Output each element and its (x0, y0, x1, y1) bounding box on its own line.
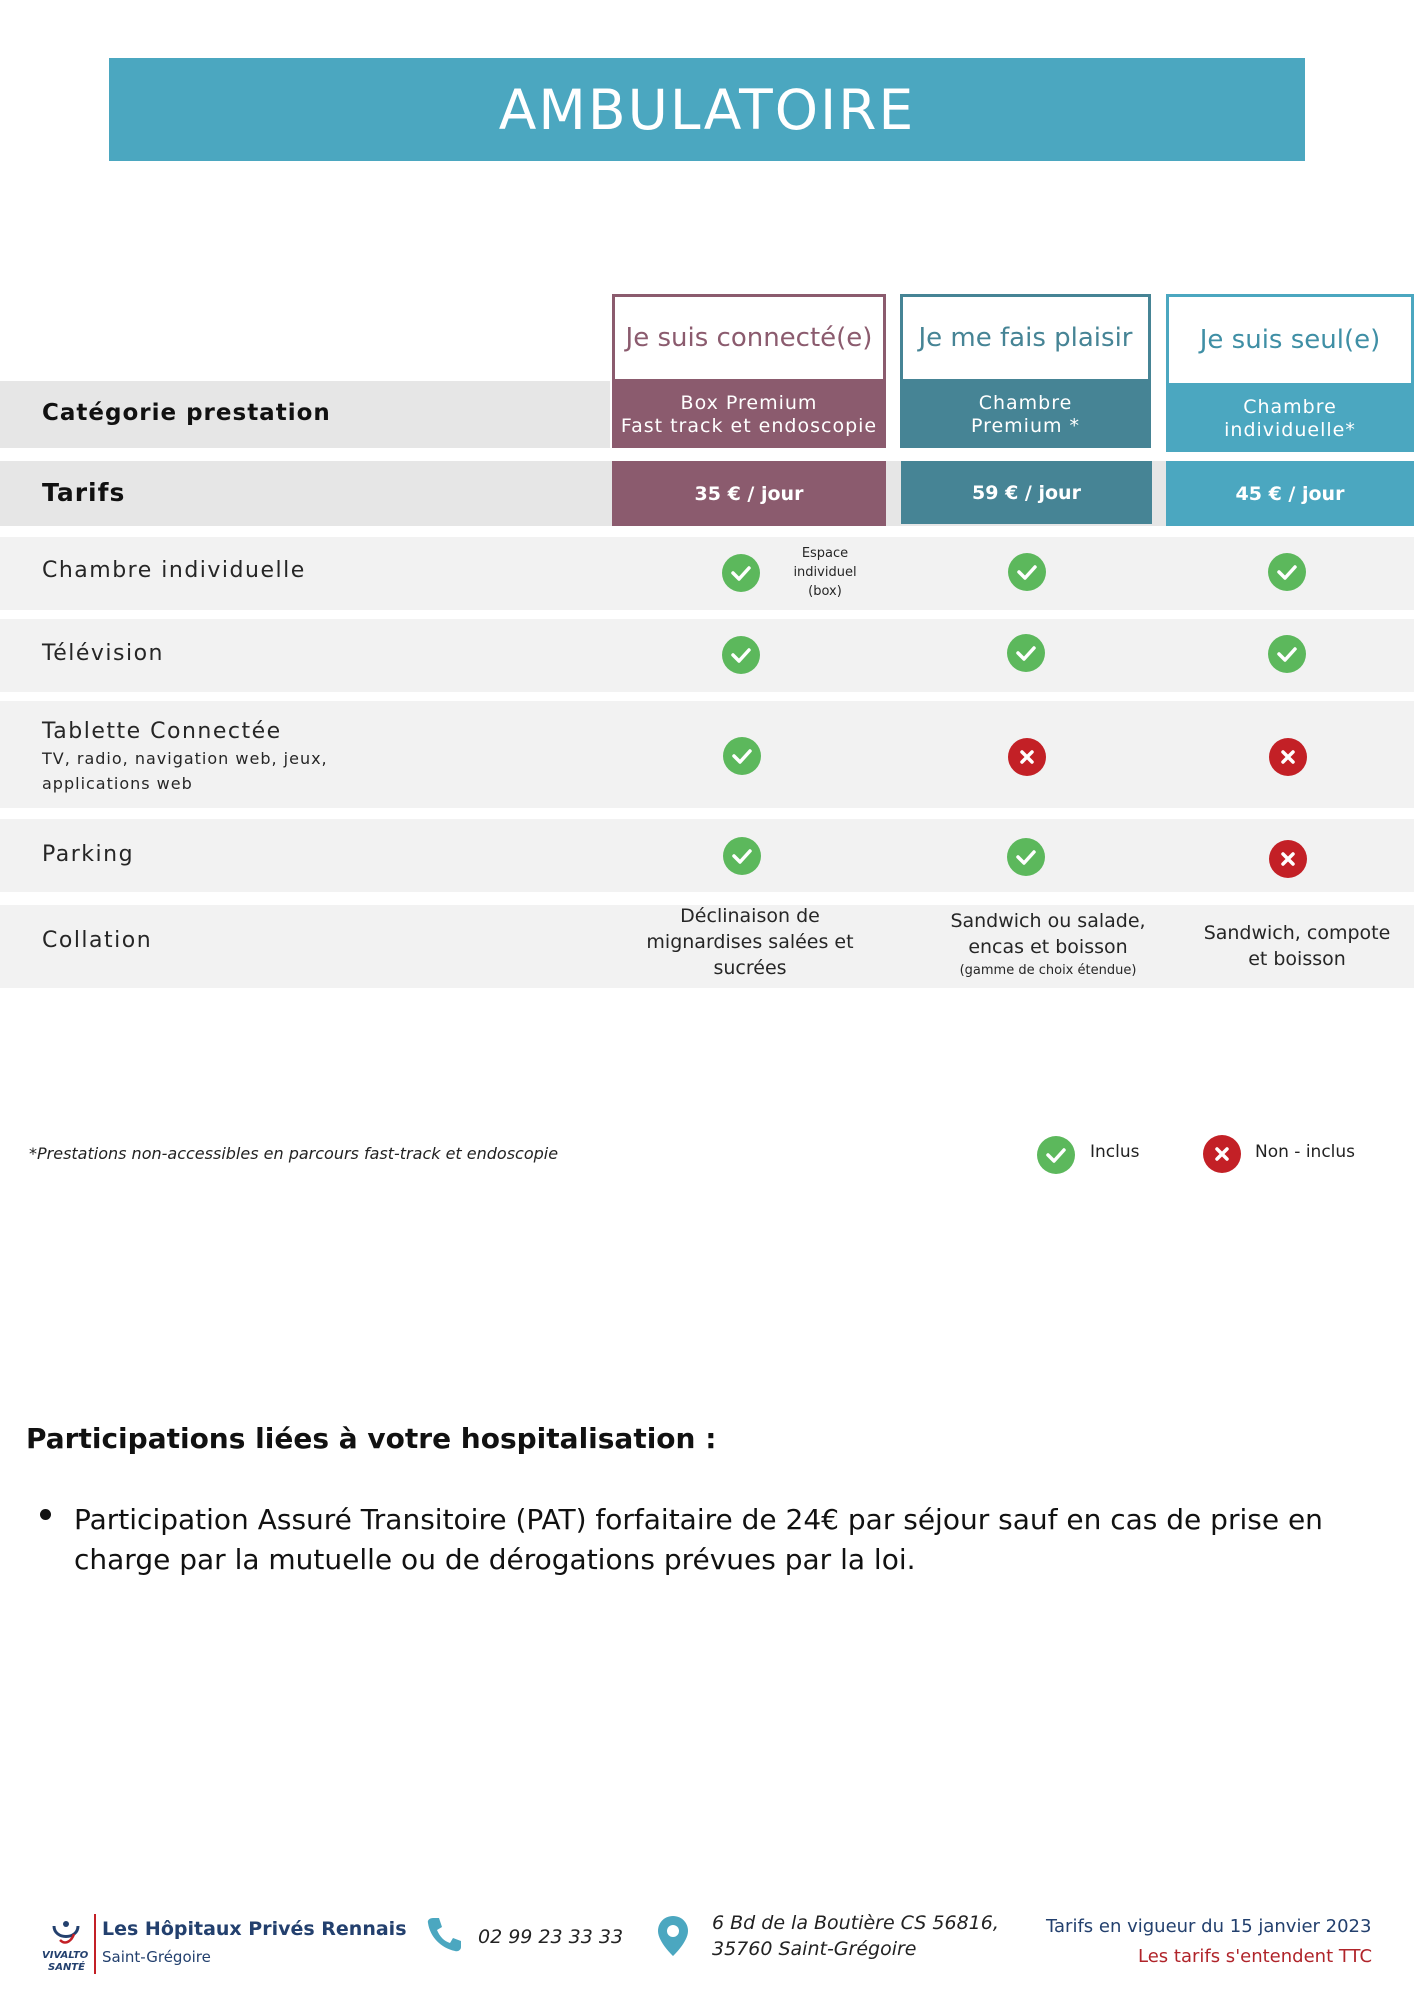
check-icon (1007, 634, 1045, 672)
logo-mark-icon (40, 1910, 92, 1974)
collation-plaisir: Sandwich ou salade, encas et boisson (950, 910, 1146, 958)
svg-text:SANTÉ: SANTÉ (48, 1962, 85, 1973)
phone-number: 02 99 23 33 33 (478, 1926, 624, 1948)
tarifs-date: Tarifs en vigueur du 15 janvier 2023 (1046, 1916, 1372, 1937)
location-pin-icon (656, 1914, 690, 1962)
participations-bullet: Participation Assuré Transitoire (PAT) forfaitaire de 24€ par séjour sauf en cas de prise en charge par la mutuelle ou de dérogations prévues par la loi. (74, 1503, 1323, 1576)
column-head-connecte (612, 294, 886, 382)
legend-cross-icon (1203, 1135, 1241, 1173)
price-connecte: 35 € / jour (612, 461, 886, 526)
column-head-seul (1166, 294, 1414, 386)
logo (40, 1910, 92, 1974)
page-banner (109, 58, 1305, 161)
tablette-label: Tablette Connectée (42, 719, 282, 744)
column-head-label: Je suis seul(e) (1199, 325, 1381, 355)
bullet-dot (40, 1509, 51, 1520)
page-title: AMBULATOIRE (498, 77, 916, 142)
tablette-sublabel: TV, radio, navigation web, jeux, applications web (42, 749, 328, 793)
column-head-label: Je suis connecté(e) (625, 323, 873, 353)
tarifs-label: Tarifs (42, 478, 126, 507)
price-seul: 45 € / jour (1166, 461, 1414, 526)
column-sub-label: Box Premium Fast track et endoscopie (620, 392, 878, 437)
collation-seul: Sandwich, compote et boisson (1203, 922, 1391, 970)
column-head-label: Je me fais plaisir (918, 323, 1133, 353)
phone-icon (424, 1914, 464, 1958)
collation-label: Collation (42, 928, 153, 953)
column-sub-seul (1166, 386, 1414, 452)
svg-text:VIVALTO: VIVALTO (42, 1950, 89, 1961)
column-sub-connecte (612, 382, 886, 448)
television-row (0, 619, 1414, 692)
parking-row (0, 819, 1414, 892)
check-icon (1008, 553, 1046, 591)
television-label: Télévision (42, 641, 164, 666)
column-sub-label: Chambre Premium * (970, 392, 1081, 437)
box-note: Espace individuel (box) (793, 546, 857, 599)
collation-plaisir-note: (gamme de choix étendue) (959, 963, 1137, 978)
footnote: *Prestations non-accessibles en parcours fast-track et endoscopie (29, 1144, 559, 1163)
ttc-note: Les tarifs s'entendent TTC (1138, 1946, 1373, 1967)
check-icon (1007, 838, 1045, 876)
address-line-1: 6 Bd de la Boutière CS 56816, (712, 1912, 999, 1934)
check-icon (723, 737, 761, 775)
legend-not-included-label: Non - inclus (1255, 1142, 1356, 1162)
cross-icon (1008, 738, 1046, 776)
parking-label: Parking (42, 842, 135, 867)
check-icon (723, 837, 761, 875)
category-label: Catégorie prestation (42, 400, 331, 426)
price-plaisir: 59 € / jour (901, 461, 1152, 524)
org-city: Saint-Grégoire (102, 1948, 211, 1966)
org-name: Les Hôpitaux Privés Rennais (102, 1918, 407, 1940)
check-icon (1268, 635, 1306, 673)
collation-connecte: Déclinaison de mignardises salées et sucrées (646, 905, 854, 979)
cross-icon (1269, 840, 1307, 878)
check-icon (1268, 553, 1306, 591)
address-line-2: 35760 Saint-Grégoire (712, 1938, 917, 1960)
check-icon (722, 636, 760, 674)
chambre-label: Chambre individuelle (42, 558, 306, 583)
participations-title: Participations liées à votre hospitalisation : (26, 1422, 717, 1455)
legend-included-label: Inclus (1090, 1142, 1140, 1162)
check-icon (722, 554, 760, 592)
cross-icon (1269, 738, 1307, 776)
legend-check-icon (1037, 1136, 1075, 1174)
column-sub-label: Chambre individuelle* (1224, 396, 1356, 441)
column-sub-plaisir (900, 382, 1151, 448)
logo-divider (94, 1914, 96, 1974)
column-head-plaisir (900, 294, 1151, 382)
